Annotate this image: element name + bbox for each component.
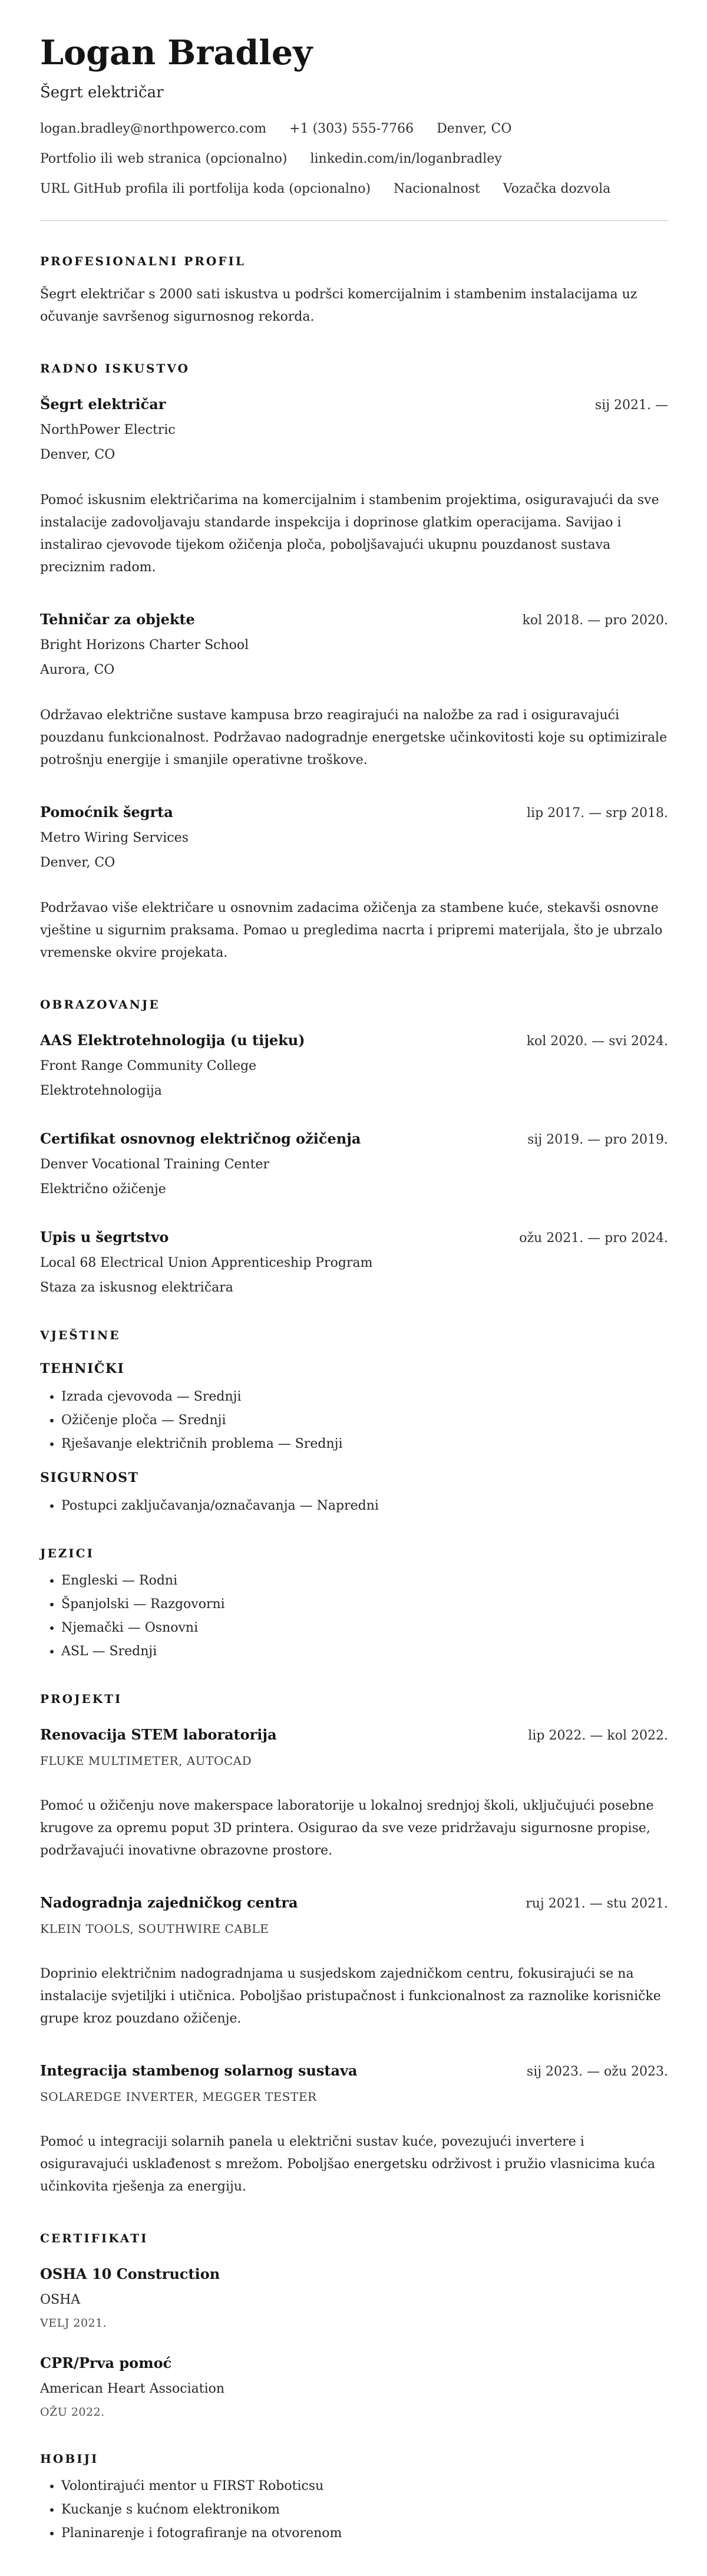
education-title: AAS Elektrotehnologija (u tijeku) <box>40 1031 305 1049</box>
job-location: Denver, CO <box>40 855 115 870</box>
project-entry <box>40 1894 668 2030</box>
header-divider <box>40 220 668 221</box>
project-entry <box>40 2062 668 2198</box>
section-heading-education: OBRAZOVANJE <box>40 997 160 1012</box>
project-tools: FLUKE MULTIMETER, AUTOCAD <box>40 1753 252 1768</box>
contact-nationality-placeholder: Nacionalnost <box>394 181 480 196</box>
skill-group-name: TEHNIČKI <box>40 1361 125 1376</box>
resume-name: Logan Bradley <box>40 33 313 73</box>
job-description: Održavao električne sustave kampusa brzo reagirajući na naložbe za rad i osiguravajući pouzdanu funkcionalnost. Podržavao nadogradnje energetske učinkovitosti koje su optimizirale potrošnju energije i smanjile operativne troškove. <box>40 707 668 767</box>
contact-row <box>40 121 668 136</box>
job-header <box>40 803 668 821</box>
job-description: Pomoć iskusnim električarima na komercijalnim i stambenim projektima, osiguravajući da sve instalacije zadovoljavaju standarde inspekcija i doprinose glatkim operacijama. Savijao i instalirao cjevovode tijekom ožičenja ploča, poboljšavajući ukupnu pouzdanost sustava preciznim radom. <box>40 492 659 575</box>
profile-text: Šegrt električar s 2000 sati iskustva u podršci komercijalnim i stambenim instalacijama uz očuvanje savršenog sigurnosnog rekorda. <box>40 286 637 324</box>
contact-linkedin: linkedin.com/in/loganbradley <box>310 151 502 166</box>
contact-portfolio-placeholder: Portfolio ili web stranica (opcionalno) <box>40 151 288 166</box>
certification-entry <box>40 2354 668 2419</box>
contact-row <box>40 182 668 196</box>
education-header <box>40 1032 668 1049</box>
project-date: ruj 2021. — stu 2021. <box>526 1896 668 1911</box>
education-field: Elektrotehnologija <box>40 1083 162 1098</box>
job-location: Aurora, CO <box>40 662 115 677</box>
education-entry <box>40 1130 668 1197</box>
project-header <box>40 2062 668 2079</box>
education-title: Upis u šegrtstvo <box>40 1228 169 1246</box>
contact-row <box>40 151 668 166</box>
skill-group <box>40 1470 668 1513</box>
certification-entry <box>40 2265 668 2330</box>
certification-issuer: OSHA <box>40 2292 81 2307</box>
contact-location: Denver, CO <box>437 121 512 136</box>
certification-issuer: American Heart Association <box>40 2381 225 2396</box>
job-description: Podržavao više električare u osnovnim zadacima ožičenja za stambene kuće, stekavši osnovne vještine u sigurnim praksama. Pomao u pregledima nacrta i pripremi materijala, što je ubrzalo vremenske okvire projekata. <box>40 900 663 960</box>
job-company: Bright Horizons Charter School <box>40 637 249 653</box>
job-location: Denver, CO <box>40 447 115 462</box>
contact-license-placeholder: Vozačka dozvola <box>503 181 611 196</box>
job-company: Metro Wiring Services <box>40 830 189 845</box>
certification-date: OŽU 2022. <box>40 2405 105 2419</box>
language-item: • Njemački — Osnovni <box>61 1620 668 1635</box>
language-list <box>40 1573 668 1659</box>
education-date: ožu 2021. — pro 2024. <box>519 1230 668 1246</box>
certification-name: OSHA 10 Construction <box>40 2265 220 2282</box>
education-field: Električno ožičenje <box>40 1181 166 1197</box>
section-heading-languages: JEZICI <box>40 1546 94 1560</box>
education-header <box>40 1228 668 1246</box>
skill-item: • Izrada cjevovoda — Srednji <box>61 1389 668 1404</box>
project-title: Renovacija STEM laboratorija <box>40 1725 277 1743</box>
contact-phone: +1 (303) 555-7766 <box>289 121 414 136</box>
project-tools: SOLAREDGE INVERTER, MEGGER TESTER <box>40 2089 317 2104</box>
language-item: • Španjolski — Razgovorni <box>61 1597 668 1612</box>
education-school: Local 68 Electrical Union Apprenticeship Program <box>40 1255 373 1270</box>
job-title: Tehničar za objekte <box>40 610 195 628</box>
education-date: kol 2020. — svi 2024. <box>526 1033 668 1049</box>
job-header <box>40 396 668 413</box>
education-school: Denver Vocational Training Center <box>40 1157 269 1172</box>
hobby-item: • Volontirajući mentor u FIRST Roboticsu <box>61 2479 668 2493</box>
project-title: Integracija stambenog solarnog sustava <box>40 2061 358 2079</box>
job-date: kol 2018. — pro 2020. <box>522 612 668 628</box>
skill-group <box>40 1361 668 1451</box>
job-entry <box>40 396 668 579</box>
hobby-item: • Planinarenje i fotografiranje na otvorenom <box>61 2526 668 2541</box>
skill-item: • Rješavanje električnih problema — Srednji <box>61 1437 668 1451</box>
skill-item: • Postupci zaključavanja/označavanja — Napredni <box>61 1498 668 1513</box>
section-heading-certifications: CERTIFIKATI <box>40 2231 148 2245</box>
contact-github-placeholder: URL GitHub profila ili portfolija koda (opcionalno) <box>40 181 371 196</box>
skill-item: • Ožičenje ploča — Srednji <box>61 1413 668 1428</box>
project-description: Pomoć u ožičenju nove makerspace laboratorije u lokalnoj srednjoj školi, uključujući posebne krugove za opremu poput 3D printera. Osigurao da sve veze pridržavaju sigurnosne propise, podržavajući inovativne obrazovne prostore. <box>40 1798 654 1858</box>
certification-name: CPR/Prva pomoć <box>40 2354 172 2371</box>
hobby-list <box>40 2479 668 2541</box>
job-date: lip 2017. — srp 2018. <box>527 805 668 821</box>
contact-email: logan.bradley@northpowerco.com <box>40 121 267 136</box>
job-entry <box>40 803 668 964</box>
job-date: sij 2021. — <box>594 397 668 413</box>
project-header <box>40 1726 668 1743</box>
education-title: Certifikat osnovnog električnog ožičenja <box>40 1129 361 1147</box>
education-entry <box>40 1032 668 1098</box>
contact-block <box>40 121 668 196</box>
project-date: sij 2023. — ožu 2023. <box>526 2064 668 2079</box>
project-entry <box>40 1726 668 1862</box>
job-title: Šegrt električar <box>40 395 166 413</box>
job-entry <box>40 611 668 772</box>
skill-group-name: SIGURNOST <box>40 1470 139 1485</box>
section-heading-skills: VJEŠTINE <box>40 1327 121 1342</box>
skill-list <box>40 1498 668 1513</box>
section-heading-profile: PROFESIONALNI PROFIL <box>40 253 246 268</box>
certification-date: VELJ 2021. <box>40 2316 107 2330</box>
hobby-item: • Kuckanje s kućnom elektronikom <box>61 2502 668 2517</box>
language-item: • ASL — Srednji <box>61 1644 668 1659</box>
project-title: Nadogradnja zajedničkog centra <box>40 1893 298 1911</box>
section-heading-experience: RADNO ISKUSTVO <box>40 361 190 375</box>
project-header <box>40 1894 668 1911</box>
education-field: Staza za iskusnog električara <box>40 1280 233 1295</box>
section-heading-hobbies: HOBIJI <box>40 2451 99 2466</box>
project-tools: KLEIN TOOLS, SOUTHWIRE CABLE <box>40 1921 269 1936</box>
project-description: Doprinio električnim nadogradnjama u susjedskom zajedničkom centru, fokusirajući se na instalacije svjetiljki i utičnica. Poboljšao pristupačnost i funkcionalnost za raznolike korisničke grupe kroz pouzdano ožičenje. <box>40 1966 661 2026</box>
job-company: NorthPower Electric <box>40 422 176 437</box>
language-item: • Engleski — Rodni <box>61 1573 668 1588</box>
education-header <box>40 1130 668 1147</box>
education-date: sij 2019. — pro 2019. <box>527 1132 668 1147</box>
education-entry <box>40 1228 668 1295</box>
project-description: Pomoć u integraciji solarnih panela u električni sustav kuće, povezujući invertere i osiguravajući usklađenost s mrežom. Poboljšao energetsku održivost i pružio vlasnicima kuća učinkovita rješenja za energiju. <box>40 2134 656 2194</box>
job-title: Pomoćnik šegrta <box>40 803 173 821</box>
education-school: Front Range Community College <box>40 1058 257 1073</box>
skill-list <box>40 1389 668 1451</box>
job-header <box>40 611 668 628</box>
resume-job-title: Šegrt električar <box>40 83 164 101</box>
project-date: lip 2022. — kol 2022. <box>528 1728 668 1743</box>
section-heading-projects: PROJEKTI <box>40 1691 123 1706</box>
